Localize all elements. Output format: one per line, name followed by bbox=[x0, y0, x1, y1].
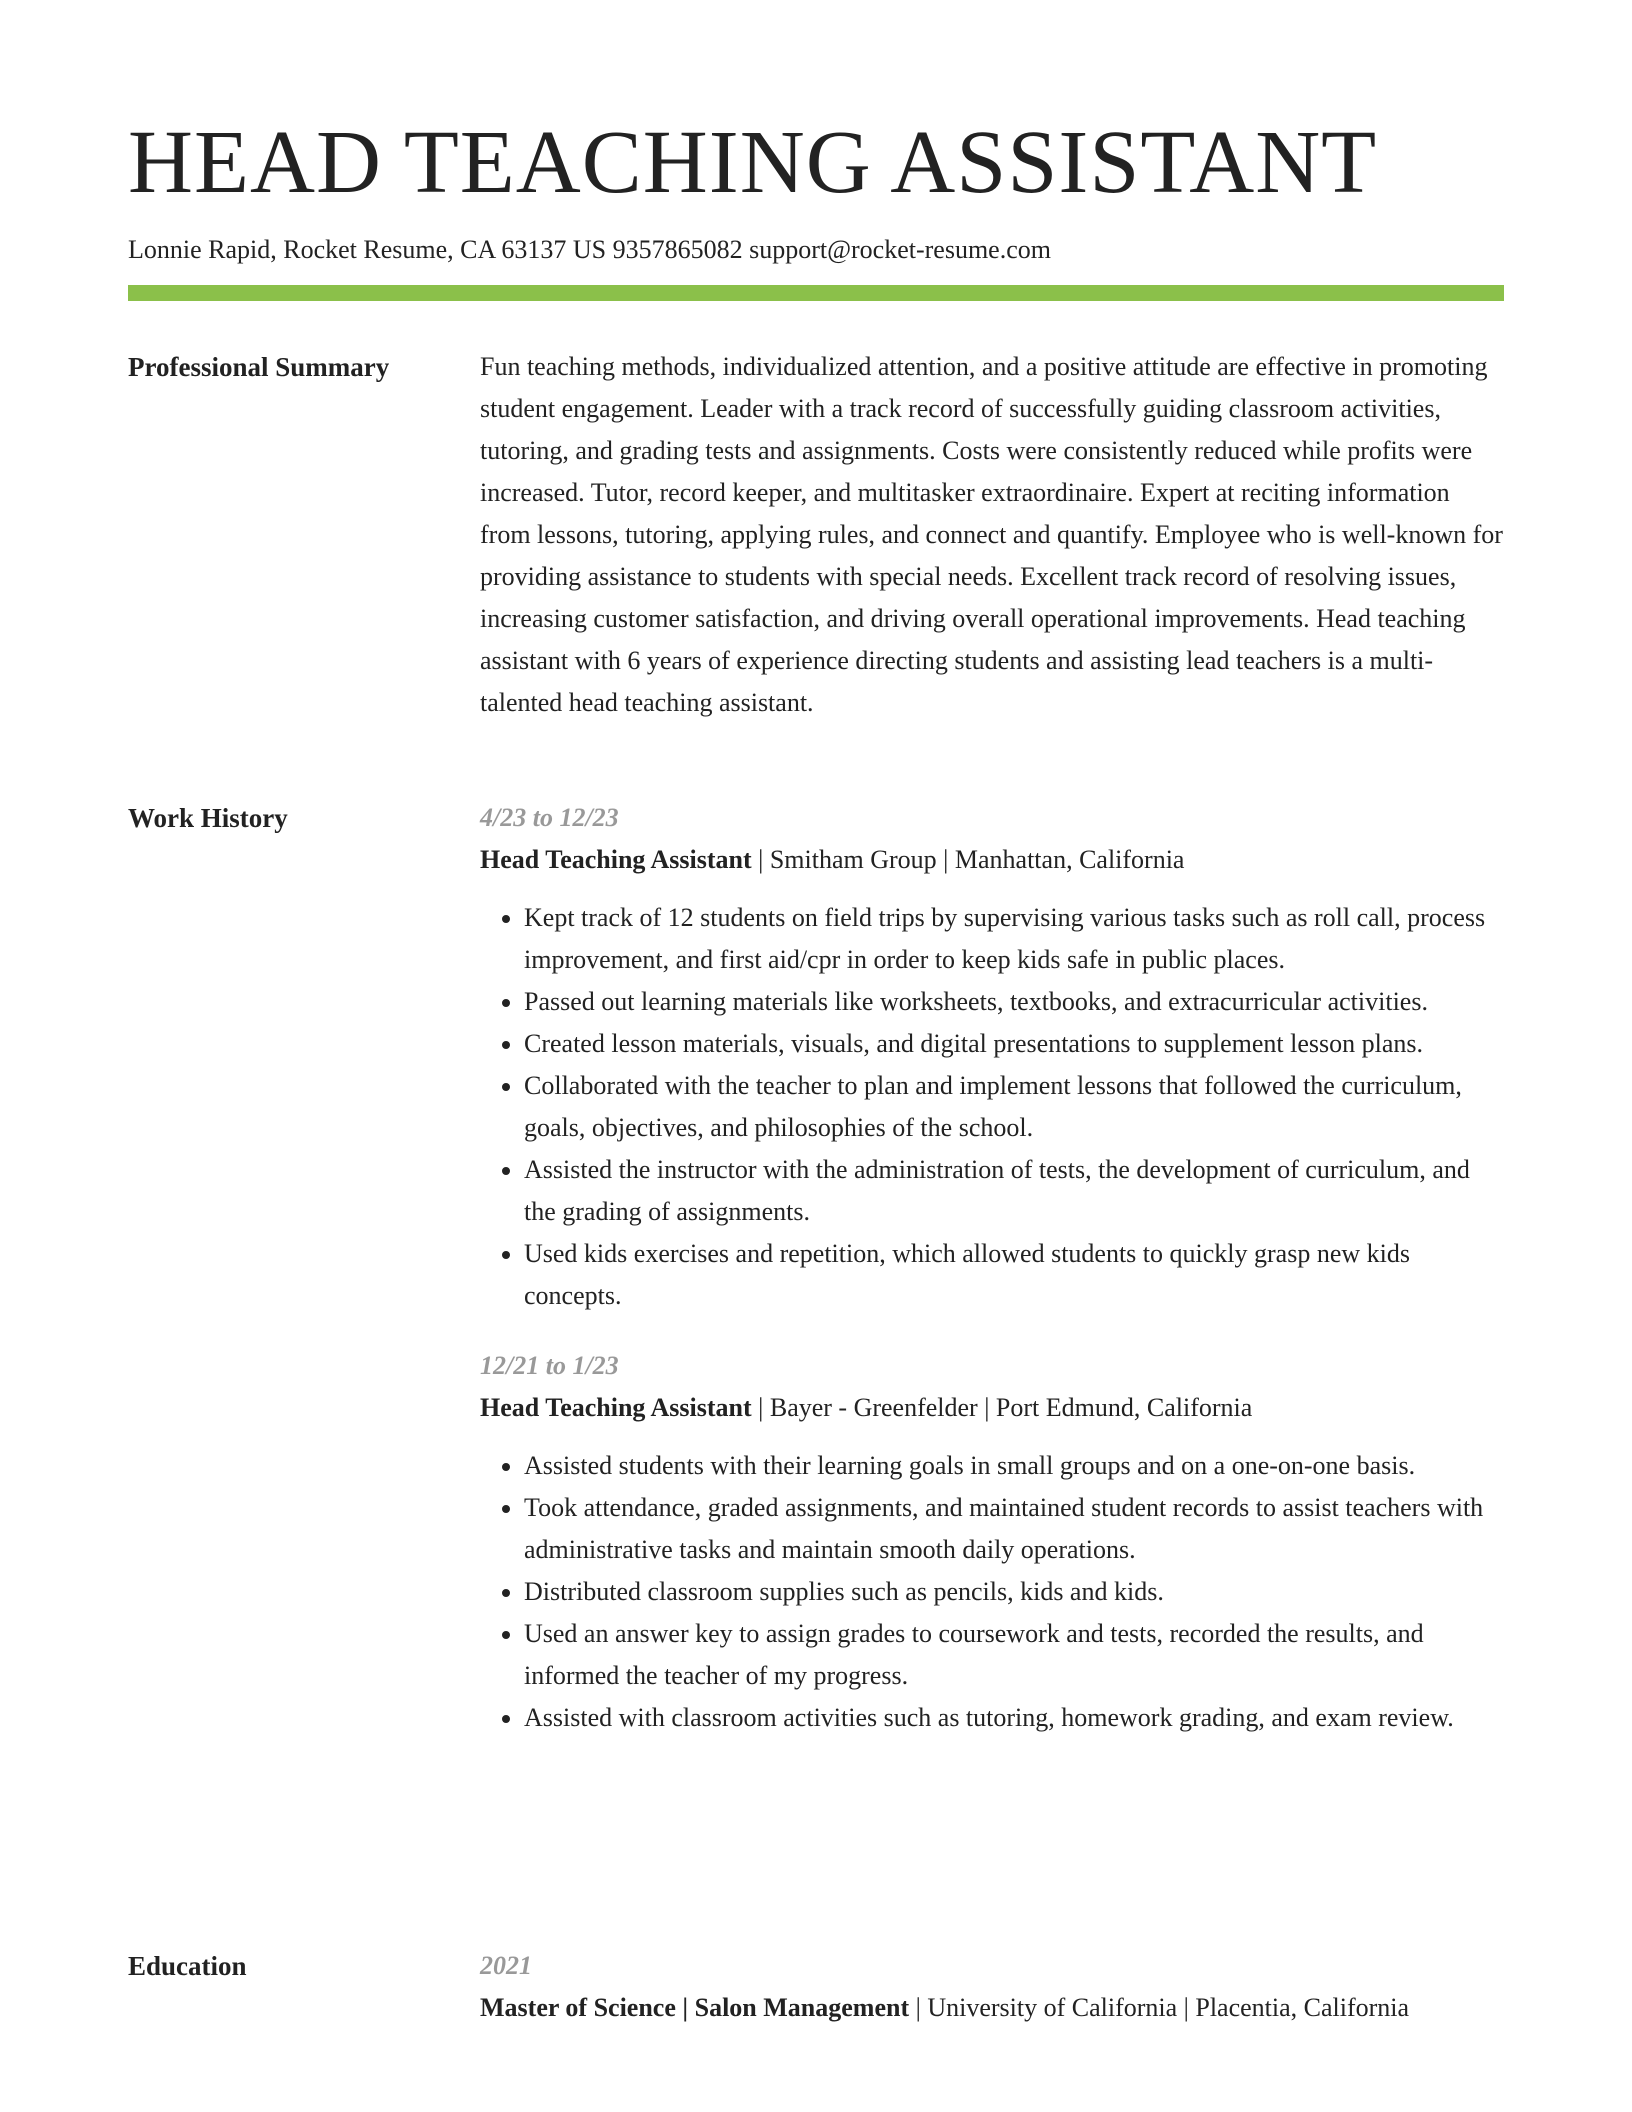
job-bullet: • Assisted with classroom activities such as tutoring, homework grading, and exam review. bbox=[524, 1697, 1504, 1739]
work-history-heading: Work History bbox=[128, 803, 288, 833]
job-entry bbox=[480, 797, 1504, 1317]
job-bullets bbox=[480, 1445, 1504, 1739]
education-degree: Master of Science | Salon Management bbox=[480, 1993, 910, 2022]
summary-body bbox=[480, 346, 1504, 724]
job-bullet: • Kept track of 12 students on field trips by supervising various tasks such as roll call, process improvement, and first aid/cpr in order to keep kids safe in public places. bbox=[524, 897, 1504, 981]
summary-text: Fun teaching methods, individualized attention, and a positive attitude are effective in promoting student engagement. Leader with a track record of successfully guiding classroom activities, tutoring, and grading tests and assignments. Costs were consistently reduced while profits were increased. Tutor, record keeper, and multitasker extraordinaire. Expert at reciting information from lessons, tutoring, applying rules, and connect and quantify. Employee who is well-known for providing assistance to students with special needs. Excellent track record of resolving issues, increasing customer satisfaction, and driving overall operational improvements. Head teaching assistant with 6 years of experience directing students and assisting lead teachers is a multi-talented head teaching assistant. bbox=[480, 352, 1503, 717]
job-employer-location: | Bayer - Greenfelder | Port Edmund, California bbox=[751, 1393, 1253, 1422]
job-bullet: • Distributed classroom supplies such as pencils, kids and kids. bbox=[524, 1571, 1504, 1613]
job-bullet: • Collaborated with the teacher to plan and implement lessons that followed the curriculum, goals, objectives, and philosophies of the school. bbox=[524, 1065, 1504, 1149]
job-title: Head Teaching Assistant bbox=[480, 845, 752, 874]
job-bullet: • Passed out learning materials like worksheets, textbooks, and extracurricular activities. bbox=[524, 981, 1504, 1023]
job-role-line bbox=[480, 839, 1504, 881]
job-employer-location: | Smitham Group | Manhattan, California bbox=[751, 845, 1185, 874]
job-title: Head Teaching Assistant bbox=[480, 1393, 752, 1422]
job-bullet: • Used kids exercises and repetition, which allowed students to quickly grasp new kids concepts. bbox=[524, 1233, 1504, 1317]
education-school-location: | University of California | Placentia, California bbox=[909, 1993, 1410, 2022]
job-bullet: • Assisted the instructor with the administration of tests, the development of curriculum, and the grading of assignments. bbox=[524, 1149, 1504, 1233]
job-entry bbox=[480, 1345, 1504, 1739]
summary-heading: Professional Summary bbox=[128, 352, 390, 382]
education-degree-line bbox=[480, 1987, 1504, 2029]
job-bullet: • Assisted students with their learning goals in small groups and on a one-on-one basis. bbox=[524, 1445, 1504, 1487]
job-bullet: • Took attendance, graded assignments, and maintained student records to assist teachers with administrative tasks and maintain smooth daily operations. bbox=[524, 1487, 1504, 1571]
work-history-body bbox=[480, 797, 1504, 1767]
contact-info: Lonnie Rapid, Rocket Resume, CA 63137 US 9357865082 support@rocket-resume.com bbox=[128, 235, 1051, 264]
education-heading: Education bbox=[128, 1951, 247, 1981]
education-body bbox=[480, 1945, 1504, 2029]
job-bullets bbox=[480, 897, 1504, 1317]
job-bullet: • Created lesson materials, visuals, and digital presentations to supplement lesson plans. bbox=[524, 1023, 1504, 1065]
education-date: 2021 bbox=[480, 1951, 532, 1980]
job-date: 4/23 to 12/23 bbox=[480, 803, 619, 832]
job-bullet: • Used an answer key to assign grades to coursework and tests, recorded the results, and informed the teacher of my progress. bbox=[524, 1613, 1504, 1697]
job-date: 12/21 to 1/23 bbox=[480, 1351, 619, 1380]
job-role-line bbox=[480, 1387, 1504, 1429]
header-divider bbox=[128, 285, 1504, 301]
resume-title: HEAD TEACHING ASSISTANT bbox=[128, 113, 1378, 212]
